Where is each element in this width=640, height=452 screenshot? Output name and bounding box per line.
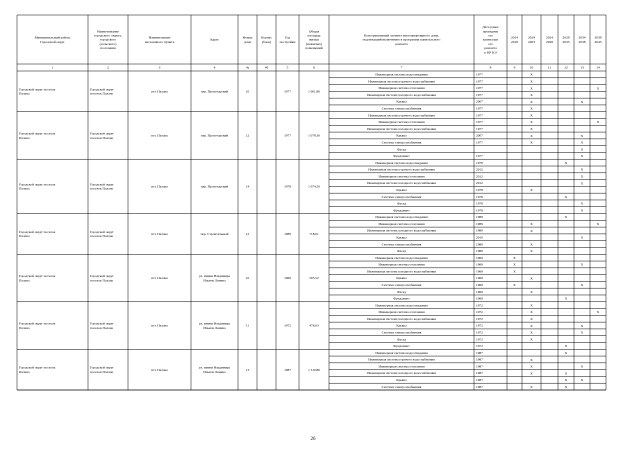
structural-element: Система электроснабжения bbox=[381, 282, 422, 287]
header-2: городского bbox=[99, 37, 117, 42]
municipality-name: Городской округ bbox=[90, 131, 114, 136]
street-address: пер. Пролетарский bbox=[200, 89, 229, 94]
column-number: 14 bbox=[596, 65, 600, 70]
house-number: 10 bbox=[245, 276, 250, 281]
header-period: 2039 bbox=[594, 35, 602, 40]
structural-element: Инженерная система холодного водоснабжения bbox=[367, 316, 436, 321]
previous-repair-date: 1977 bbox=[476, 154, 483, 159]
structural-element: Фасад bbox=[397, 147, 406, 152]
header-2: Наименование bbox=[97, 29, 119, 34]
previous-repair-date: 1987 bbox=[476, 357, 483, 362]
column-number: 6 bbox=[313, 65, 315, 70]
repair-period-mark: X bbox=[530, 126, 533, 131]
header-period: 2019 bbox=[528, 35, 535, 40]
municipality-name: Городской округ bbox=[90, 229, 114, 234]
previous-repair-date: 1969 bbox=[476, 269, 483, 274]
repair-period-mark: X bbox=[530, 323, 533, 328]
settlement-name: пгт. Палана bbox=[151, 323, 168, 328]
construction-year: 1969 bbox=[284, 276, 291, 281]
structural-element: Инженерная система отопления bbox=[378, 364, 425, 369]
previous-repair-date: 2010 bbox=[476, 235, 483, 240]
header-period: 2038 bbox=[578, 39, 586, 44]
structural-element: Крыша bbox=[396, 323, 407, 328]
previous-repair-date: 1977 bbox=[476, 113, 483, 118]
repair-period-mark: X bbox=[564, 384, 568, 389]
construction-year: 1989 bbox=[284, 232, 291, 237]
column-number: 11 bbox=[547, 65, 552, 70]
settlement-name: пгт. Палана bbox=[151, 133, 168, 138]
structural-element: Инженерная система холодного водоснабжения bbox=[367, 371, 436, 376]
column-number: 12 bbox=[564, 65, 568, 70]
header-3: населенного пункта bbox=[144, 39, 175, 44]
municipality-name: поселок Палана bbox=[90, 369, 114, 374]
header-2: поселения bbox=[100, 46, 116, 51]
municipality-name: Городской округ bbox=[90, 321, 114, 326]
house-number: 11 bbox=[245, 323, 250, 328]
repair-period-mark: X bbox=[530, 120, 533, 125]
district-name: Городской округ поселок bbox=[19, 321, 56, 326]
repair-period-mark: X bbox=[530, 79, 533, 84]
structural-element: Инженерная система горячего водоснабжения bbox=[368, 113, 435, 118]
structural-element: Система электроснабжения bbox=[381, 330, 422, 335]
municipality-name: Городской округ bbox=[90, 182, 114, 187]
previous-repair-date: 1978 bbox=[476, 160, 483, 165]
total-area: 505.52 bbox=[309, 276, 319, 281]
header-period: 2014 bbox=[511, 35, 518, 40]
previous-repair-date: 2012 bbox=[476, 181, 483, 186]
building-group bbox=[17, 161, 606, 214]
repair-period-mark: X bbox=[530, 276, 533, 281]
repair-period-mark: X bbox=[580, 133, 584, 138]
structural-element: Инженерная система горячего водоснабжения bbox=[368, 357, 435, 362]
column-number: 7 bbox=[400, 65, 403, 70]
total-area: 718.01 bbox=[309, 232, 319, 237]
repair-period-mark: X bbox=[530, 337, 533, 342]
settlement-name: пгт. Палана bbox=[151, 367, 168, 372]
structural-element: Инженерная система холодного водоснабжения bbox=[367, 228, 436, 233]
structural-element: Фасад bbox=[397, 289, 406, 294]
header-period: 2034 bbox=[578, 35, 586, 40]
total-area: 1 310.80 bbox=[308, 367, 320, 372]
repair-period-mark: X bbox=[530, 99, 533, 104]
header-9: Конструктивный элемент многоквартирного дома, bbox=[363, 33, 440, 38]
structural-element: Инженерная система водоотведения bbox=[375, 160, 428, 165]
header-9: ремонта bbox=[395, 41, 408, 46]
previous-repair-date: 1977 bbox=[476, 126, 483, 131]
previous-repair-date: 1972 bbox=[476, 303, 483, 308]
repair-period-mark: X bbox=[580, 323, 584, 328]
district-name: Городской округ поселок bbox=[19, 87, 56, 92]
repair-period-mark: X bbox=[530, 72, 533, 77]
municipality-name: поселок Палана bbox=[90, 135, 114, 140]
structural-element: Фасад bbox=[397, 337, 406, 342]
structural-element: Инженерная система холодного водоснабжения bbox=[367, 269, 436, 274]
district-name: Городской округ поселок bbox=[19, 131, 56, 136]
house-number: 12 bbox=[245, 133, 250, 138]
structural-element: Инженерная система отопления bbox=[378, 221, 425, 226]
previous-repair-date: 1978 bbox=[476, 194, 483, 199]
repair-period-mark: X bbox=[530, 317, 533, 322]
street-address: пер. Пролетарский bbox=[200, 133, 229, 138]
repair-period-mark: X bbox=[564, 160, 568, 165]
repair-period-mark: X bbox=[530, 303, 533, 308]
previous-repair-date: 1987 bbox=[476, 371, 483, 376]
municipality-name: поселок Палана bbox=[90, 325, 114, 330]
structural-element: Фасад bbox=[397, 201, 406, 206]
header-period: 2043 bbox=[594, 39, 602, 44]
column-number: 8 bbox=[489, 65, 492, 70]
repair-period-mark: X bbox=[530, 106, 533, 111]
previous-repair-date: 1989 bbox=[476, 242, 483, 247]
structural-element: Крыша bbox=[396, 378, 407, 383]
previous-repair-date: 1972 bbox=[476, 310, 483, 315]
header-10: Дата ранее bbox=[482, 25, 499, 30]
structural-element: Система электроснабжения bbox=[381, 194, 422, 199]
settlement-name: пгт. Палана bbox=[151, 232, 168, 237]
column-number: 4 bbox=[213, 65, 216, 70]
municipality-name: поселок Палана bbox=[90, 91, 114, 96]
repair-period-mark: X bbox=[580, 167, 584, 172]
header-10: ого bbox=[488, 33, 493, 38]
district-name: Палана bbox=[19, 91, 30, 96]
header-8: площадь bbox=[307, 33, 321, 38]
structural-element: Инженерная система горячего водоснабжения bbox=[368, 79, 435, 84]
repair-period-mark: X bbox=[530, 133, 533, 138]
header-8: помещений bbox=[305, 46, 323, 51]
repair-period-mark: X bbox=[530, 188, 533, 193]
repair-period-mark: X bbox=[564, 371, 568, 376]
repair-period-mark: X bbox=[580, 154, 584, 159]
street-address: ул. имени Владимира bbox=[198, 365, 231, 370]
structural-element: Крыша bbox=[396, 276, 407, 281]
header-5: Номер bbox=[242, 35, 253, 40]
structural-element: Инженерная система холодного водоснабжения bbox=[367, 181, 436, 186]
repair-period-mark: X bbox=[530, 86, 533, 91]
header-2: городского округа, bbox=[94, 33, 122, 38]
previous-repair-date: 1977 bbox=[476, 106, 483, 111]
previous-repair-date: 1978 bbox=[476, 187, 483, 192]
district-name: Городской округ поселок bbox=[19, 229, 56, 234]
previous-repair-date: 1969 bbox=[476, 276, 483, 281]
structural-element: Инженерная система отопления bbox=[378, 174, 425, 179]
repair-period-mark: X bbox=[530, 289, 533, 294]
municipality-name: поселок Палана bbox=[90, 278, 114, 283]
district-name: Городской округ поселок bbox=[19, 182, 56, 187]
previous-repair-date: 1978 bbox=[476, 201, 483, 206]
street-address: пер. Строительный bbox=[200, 232, 229, 237]
repair-period-mark: X bbox=[530, 222, 533, 227]
column-number: 4а bbox=[245, 65, 250, 70]
previous-repair-date: 1969 bbox=[476, 262, 483, 267]
municipality-name: Городской округ bbox=[90, 365, 114, 370]
repair-period-mark: X bbox=[530, 93, 533, 98]
structural-element: Инженерная система отопления bbox=[378, 86, 425, 91]
repair-period-mark: X bbox=[580, 330, 584, 335]
street-address: ул. имени Владимира bbox=[198, 321, 231, 326]
structural-element: Инженерная система водоотведения bbox=[375, 215, 428, 220]
header-4: Адрес bbox=[209, 37, 220, 42]
previous-repair-date: 1972 bbox=[476, 337, 483, 342]
header-2: (сельского) bbox=[99, 41, 117, 46]
header-period: 2024 bbox=[546, 35, 553, 40]
repair-period-mark: X bbox=[580, 201, 584, 206]
repair-period-mark: X bbox=[580, 208, 584, 213]
repair-period-mark: X bbox=[513, 255, 516, 260]
header-period: 2033 bbox=[562, 39, 570, 44]
previous-repair-date: 1969 bbox=[476, 282, 483, 287]
structural-element: Система электроснабжения bbox=[381, 242, 422, 247]
table-body bbox=[17, 73, 606, 390]
previous-repair-date: 1972 bbox=[476, 330, 483, 335]
previous-repair-date: 1977 bbox=[476, 86, 483, 91]
building-group bbox=[17, 215, 606, 254]
previous-repair-date: 1978 bbox=[476, 208, 483, 213]
repair-period-mark: X bbox=[580, 181, 584, 186]
repair-period-mark: X bbox=[530, 384, 533, 389]
table-grid-lines bbox=[17, 15, 606, 390]
previous-repair-date: 1977 bbox=[476, 140, 483, 145]
repair-period-mark: X bbox=[596, 310, 600, 315]
previous-repair-date: 2007 bbox=[476, 133, 483, 138]
district-name: Городской округ поселок bbox=[19, 274, 56, 279]
column-number: 9 bbox=[513, 65, 516, 70]
header-1: Городской округ bbox=[40, 39, 65, 44]
structural-element: Крыша bbox=[396, 235, 407, 240]
header-period: 2028 bbox=[546, 39, 553, 44]
previous-repair-date: 1972 bbox=[476, 323, 483, 328]
header-8: (нежилых) bbox=[306, 41, 322, 46]
municipality-name: Городской округ bbox=[90, 87, 114, 92]
building-group bbox=[17, 303, 606, 349]
previous-repair-date: 1969 bbox=[476, 255, 483, 260]
column-number: 10 bbox=[529, 65, 534, 70]
previous-repair-date: 1989 bbox=[476, 249, 483, 254]
structural-element: Система электроснабжения bbox=[381, 384, 422, 389]
structural-element: Фасад bbox=[397, 249, 406, 254]
header-5: дома bbox=[243, 39, 252, 44]
municipality-name: поселок Палана bbox=[90, 186, 114, 191]
structural-element: Фундамент bbox=[393, 296, 410, 301]
repair-period-mark: X bbox=[596, 222, 600, 227]
header-8: Общая bbox=[308, 29, 320, 34]
previous-repair-date: 1987 bbox=[476, 384, 483, 389]
street-address: Ильича Ленина bbox=[203, 325, 226, 330]
total-area: 1 078.30 bbox=[308, 133, 320, 138]
structural-element: Фундамент bbox=[393, 208, 410, 213]
street-address: Ильича Ленина bbox=[203, 278, 226, 283]
structural-element: Крыша bbox=[396, 187, 407, 192]
column-number: 5 bbox=[286, 65, 289, 70]
repair-period-mark: X bbox=[513, 269, 516, 274]
repair-period-mark: X bbox=[513, 283, 516, 288]
repair-period-mark: X bbox=[564, 194, 568, 199]
previous-repair-date: 1969 bbox=[476, 289, 483, 294]
structural-element: Крыша bbox=[396, 99, 407, 104]
structural-element: Инженерная система водоотведения bbox=[375, 255, 428, 260]
column-number: 13 bbox=[580, 65, 584, 70]
construction-year: 1977 bbox=[284, 89, 291, 94]
header-period: 2029 bbox=[562, 35, 570, 40]
district-name: Палана bbox=[19, 234, 30, 239]
structural-element: Инженерная система отопления bbox=[378, 262, 425, 267]
previous-repair-date: 2007 bbox=[476, 99, 483, 104]
district-name: Палана bbox=[19, 369, 30, 374]
construction-year: 1977 bbox=[284, 133, 291, 138]
house-number: 10 bbox=[245, 89, 250, 94]
repair-period-mark: X bbox=[580, 378, 584, 383]
district-name: Палана bbox=[19, 278, 30, 283]
repair-period-mark: X bbox=[530, 113, 533, 118]
total-area: 476.63 bbox=[309, 323, 319, 328]
structural-element: Инженерная система водоотведения bbox=[375, 303, 428, 308]
column-number: 2 bbox=[107, 65, 109, 70]
structural-element: Инженерная система водоотведения bbox=[375, 72, 428, 77]
settlement-name: пгт. Палана bbox=[151, 184, 168, 189]
house-number: 12 bbox=[245, 232, 250, 237]
structural-element: Крыша bbox=[396, 133, 407, 138]
repair-period-mark: X bbox=[596, 86, 600, 91]
structural-element: Система электроснабжения bbox=[381, 140, 422, 145]
previous-repair-date: 1972 bbox=[476, 344, 483, 349]
repair-period-mark: X bbox=[564, 350, 568, 355]
structural-element: Инженерная система горячего водоснабжения bbox=[368, 167, 435, 172]
header-9: подлежащий включению в программу капитального bbox=[362, 37, 441, 42]
previous-repair-date: 1972 bbox=[476, 316, 483, 321]
repair-period-mark: X bbox=[580, 235, 584, 240]
building-group bbox=[17, 113, 606, 159]
table-header bbox=[35, 25, 602, 54]
header-1: Муниципальный район, bbox=[34, 35, 71, 40]
repair-period-mark: X bbox=[596, 120, 600, 125]
column-number: 4б bbox=[264, 65, 269, 70]
header-10: проведенн bbox=[482, 29, 499, 34]
repair-period-mark: X bbox=[530, 228, 533, 233]
repair-period-mark: X bbox=[530, 249, 533, 254]
repair-period-mark: X bbox=[564, 215, 568, 220]
district-name: Палана bbox=[19, 135, 30, 140]
structural-element: Инженерная система водоотведения bbox=[375, 350, 428, 355]
total-area: 1 001.80 bbox=[308, 89, 320, 94]
building-group bbox=[17, 73, 606, 112]
repair-period-mark: X bbox=[564, 296, 568, 301]
header-10: к КР КЭ bbox=[484, 50, 497, 55]
previous-repair-date: 1977 bbox=[476, 72, 483, 77]
previous-repair-date: 1987 bbox=[476, 364, 483, 369]
repair-period-mark: X bbox=[530, 140, 533, 145]
previous-repair-date: 1977 bbox=[476, 79, 483, 84]
repair-period-mark: X bbox=[580, 147, 584, 152]
header-7: постройки bbox=[279, 39, 296, 44]
header-period: 2023 bbox=[528, 39, 535, 44]
header-6: (блок) bbox=[261, 39, 272, 44]
construction-year: 1972 bbox=[284, 323, 291, 328]
settlement-name: пгт. Палана bbox=[151, 89, 168, 94]
street-address: ул. имени Владимира bbox=[198, 274, 231, 279]
previous-repair-date: 1987 bbox=[476, 350, 483, 355]
total-area: 1 074.50 bbox=[308, 184, 320, 189]
previous-repair-date: 1987 bbox=[476, 378, 483, 383]
construction-year: 1978 bbox=[284, 184, 291, 189]
building-group bbox=[17, 256, 606, 302]
previous-repair-date: 2012 bbox=[476, 174, 483, 179]
structural-element: Инженерная система отопления bbox=[378, 310, 425, 315]
repair-period-mark: X bbox=[580, 364, 584, 369]
header-7: Год bbox=[284, 35, 291, 40]
repair-period-mark: X bbox=[580, 99, 584, 104]
previous-repair-date: 1969 bbox=[476, 296, 483, 301]
repair-period-mark: X bbox=[580, 174, 584, 179]
header-10: капитальн bbox=[482, 37, 499, 42]
house-number: 13 bbox=[245, 367, 250, 372]
column-number: 3 bbox=[158, 65, 161, 70]
settlement-name: пгт. Палана bbox=[151, 276, 168, 281]
header-10: ого bbox=[488, 41, 493, 46]
district-name: Палана bbox=[19, 325, 30, 330]
column-number-row bbox=[52, 66, 600, 70]
header-period: 2018 bbox=[511, 39, 518, 44]
repair-period-mark: X bbox=[513, 262, 516, 267]
previous-repair-date: 1989 bbox=[476, 221, 483, 226]
district-name: Палана bbox=[19, 186, 30, 191]
repair-period-mark: X bbox=[580, 140, 584, 145]
repair-period-mark: X bbox=[530, 371, 533, 376]
repair-period-mark: X bbox=[530, 364, 533, 369]
repair-period-mark: X bbox=[530, 330, 533, 335]
structural-element: Инженерная система холодного водоснабжения bbox=[367, 126, 436, 131]
previous-repair-date: 1989 bbox=[476, 228, 483, 233]
municipality-name: поселок Палана bbox=[90, 234, 114, 239]
repair-period-mark: X bbox=[580, 262, 584, 267]
repair-period-mark: X bbox=[580, 283, 584, 288]
street-address: пер. Пролетарский bbox=[200, 184, 229, 189]
structural-element: Фундамент bbox=[393, 344, 410, 349]
structural-element: Фундамент bbox=[393, 154, 410, 159]
building-group bbox=[17, 351, 606, 390]
structural-element: Инженерная система отопления bbox=[378, 120, 425, 125]
street-address: Ильича Ленина bbox=[203, 369, 226, 374]
repair-period-mark: X bbox=[564, 344, 568, 349]
structural-element: Система электроснабжения bbox=[381, 106, 422, 111]
header-6: Корпус bbox=[261, 35, 272, 40]
page-number: 26 bbox=[310, 437, 316, 442]
previous-repair-date: 1977 bbox=[476, 120, 483, 125]
construction-year: 1987 bbox=[284, 367, 291, 372]
repair-period-mark: X bbox=[530, 310, 533, 315]
district-name: Городской округ поселок bbox=[19, 365, 56, 370]
municipality-name: Городской округ bbox=[90, 274, 114, 279]
repair-period-mark: X bbox=[564, 378, 568, 383]
previous-repair-date: 1989 bbox=[476, 215, 483, 220]
header-3: Наименование bbox=[148, 35, 171, 40]
header-8: жилых bbox=[308, 37, 320, 42]
structural-element: Инженерная система холодного водоснабжения bbox=[367, 92, 436, 97]
header-10: ремонта bbox=[484, 46, 497, 51]
column-number: 1 bbox=[51, 65, 54, 70]
repair-period-mark: X bbox=[530, 357, 533, 362]
house-number: 14 bbox=[245, 184, 250, 189]
previous-repair-date: 1977 bbox=[476, 92, 483, 97]
repair-period-mark: X bbox=[530, 242, 533, 247]
previous-repair-date: 2012 bbox=[476, 167, 483, 172]
